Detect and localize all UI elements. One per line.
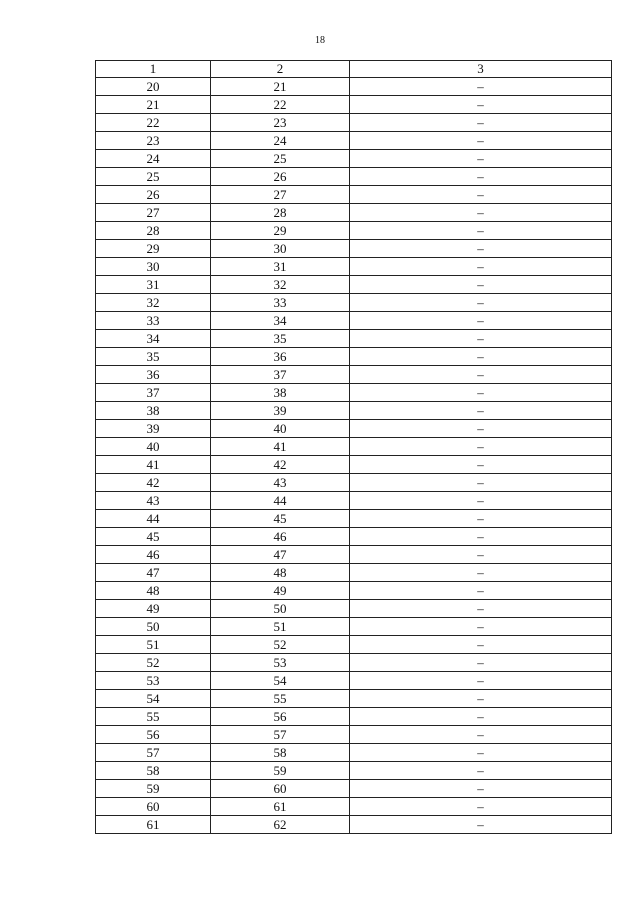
table-cell-col-1: 20 [96, 78, 211, 96]
table-row [96, 186, 612, 204]
table-cell-col-2: 29 [211, 222, 350, 240]
table-cell-col-2: 28 [211, 204, 350, 222]
table-cell-col-2: 43 [211, 474, 350, 492]
table-cell-col-2: 26 [211, 168, 350, 186]
table-row [96, 708, 612, 726]
table-cell-col-3: – [350, 402, 612, 420]
table-row [96, 348, 612, 366]
table-cell-col-3: – [350, 438, 612, 456]
table-row [96, 420, 612, 438]
table-cell-col-2: 45 [211, 510, 350, 528]
table-row [96, 132, 612, 150]
table-cell-col-2: 54 [211, 672, 350, 690]
table-cell-col-1: 54 [96, 690, 211, 708]
table-cell-col-3: – [350, 420, 612, 438]
table-row [96, 474, 612, 492]
table-row [96, 330, 612, 348]
table-cell-col-2: 48 [211, 564, 350, 582]
table-cell-col-2: 34 [211, 312, 350, 330]
table-cell-col-3: – [350, 618, 612, 636]
table-cell-col-1: 29 [96, 240, 211, 258]
table-cell-col-2: 33 [211, 294, 350, 312]
table-cell-col-1: 24 [96, 150, 211, 168]
table-cell-col-2: 23 [211, 114, 350, 132]
table-cell-col-1: 47 [96, 564, 211, 582]
table-row [96, 600, 612, 618]
table-cell-col-2: 32 [211, 276, 350, 294]
table-cell-col-3: – [350, 510, 612, 528]
table-cell-col-2: 44 [211, 492, 350, 510]
table-cell-col-2: 60 [211, 780, 350, 798]
table-cell-col-3: – [350, 690, 612, 708]
table-row [96, 510, 612, 528]
table-cell-col-2: 24 [211, 132, 350, 150]
table-cell-col-3: – [350, 582, 612, 600]
table-cell-col-2: 59 [211, 762, 350, 780]
table-cell-col-2: 51 [211, 618, 350, 636]
table-cell-col-2: 30 [211, 240, 350, 258]
table-row [96, 816, 612, 834]
table-row [96, 402, 612, 420]
table-row [96, 762, 612, 780]
table-cell-col-1: 22 [96, 114, 211, 132]
header-cell-col-2: 2 [211, 61, 350, 78]
table-row [96, 456, 612, 474]
table-header-row [96, 61, 612, 78]
table-cell-col-2: 27 [211, 186, 350, 204]
table-cell-col-1: 38 [96, 402, 211, 420]
table-cell-col-3: – [350, 168, 612, 186]
table-cell-col-1: 34 [96, 330, 211, 348]
table-cell-col-3: – [350, 312, 612, 330]
table-cell-col-3: – [350, 276, 612, 294]
table-row [96, 492, 612, 510]
table-cell-col-3: – [350, 366, 612, 384]
table-row [96, 582, 612, 600]
table-cell-col-3: – [350, 528, 612, 546]
table-cell-col-1: 59 [96, 780, 211, 798]
table-row [96, 636, 612, 654]
table-cell-col-3: – [350, 600, 612, 618]
table-cell-col-1: 36 [96, 366, 211, 384]
table-row [96, 240, 612, 258]
table-cell-col-2: 56 [211, 708, 350, 726]
table-row [96, 204, 612, 222]
table-cell-col-1: 27 [96, 204, 211, 222]
table-body [96, 61, 612, 834]
table-row [96, 366, 612, 384]
table-cell-col-1: 56 [96, 726, 211, 744]
table-cell-col-1: 52 [96, 654, 211, 672]
table-cell-col-1: 30 [96, 258, 211, 276]
table-cell-col-3: – [350, 456, 612, 474]
table-row [96, 690, 612, 708]
table-cell-col-1: 25 [96, 168, 211, 186]
table-row [96, 528, 612, 546]
table-cell-col-2: 40 [211, 420, 350, 438]
page-number: 18 [315, 35, 325, 46]
table-cell-col-3: – [350, 816, 612, 834]
table-cell-col-2: 61 [211, 798, 350, 816]
table-cell-col-1: 33 [96, 312, 211, 330]
header-cell-col-3: 3 [350, 61, 612, 78]
table-cell-col-3: – [350, 240, 612, 258]
table-cell-col-3: – [350, 222, 612, 240]
table-row [96, 672, 612, 690]
table-cell-col-1: 57 [96, 744, 211, 762]
table-row [96, 222, 612, 240]
table-cell-col-3: – [350, 204, 612, 222]
table-cell-col-2: 49 [211, 582, 350, 600]
table-cell-col-2: 50 [211, 600, 350, 618]
table-cell-col-3: – [350, 474, 612, 492]
table-cell-col-3: – [350, 330, 612, 348]
table-cell-col-1: 26 [96, 186, 211, 204]
table-row [96, 546, 612, 564]
table-cell-col-1: 50 [96, 618, 211, 636]
table-cell-col-2: 25 [211, 150, 350, 168]
table-cell-col-3: – [350, 186, 612, 204]
table-cell-col-3: – [350, 672, 612, 690]
table-cell-col-3: – [350, 132, 612, 150]
table-cell-col-1: 28 [96, 222, 211, 240]
table-cell-col-3: – [350, 762, 612, 780]
table-row [96, 312, 612, 330]
table-cell-col-2: 35 [211, 330, 350, 348]
table-cell-col-3: – [350, 114, 612, 132]
table-row [96, 726, 612, 744]
table-cell-col-3: – [350, 384, 612, 402]
table-cell-col-2: 21 [211, 78, 350, 96]
table-row [96, 384, 612, 402]
table-row [96, 96, 612, 114]
table-cell-col-2: 38 [211, 384, 350, 402]
table-cell-col-3: – [350, 636, 612, 654]
table-row [96, 114, 612, 132]
table-cell-col-2: 42 [211, 456, 350, 474]
table-row [96, 798, 612, 816]
table-cell-col-2: 52 [211, 636, 350, 654]
table-cell-col-1: 32 [96, 294, 211, 312]
table-cell-col-3: – [350, 780, 612, 798]
table-row [96, 618, 612, 636]
table-cell-col-1: 39 [96, 420, 211, 438]
table-cell-col-1: 43 [96, 492, 211, 510]
table-cell-col-2: 62 [211, 816, 350, 834]
data-table [95, 60, 612, 834]
table-cell-col-2: 39 [211, 402, 350, 420]
table-cell-col-1: 45 [96, 528, 211, 546]
table-cell-col-2: 57 [211, 726, 350, 744]
table-cell-col-1: 55 [96, 708, 211, 726]
table-cell-col-2: 53 [211, 654, 350, 672]
table-cell-col-3: – [350, 744, 612, 762]
table-cell-col-2: 37 [211, 366, 350, 384]
table-cell-col-1: 37 [96, 384, 211, 402]
table-row [96, 438, 612, 456]
table-row [96, 744, 612, 762]
table-cell-col-3: – [350, 492, 612, 510]
table-cell-col-1: 44 [96, 510, 211, 528]
table-cell-col-1: 53 [96, 672, 211, 690]
table-row [96, 294, 612, 312]
header-cell-col-1: 1 [96, 61, 211, 78]
table-cell-col-2: 36 [211, 348, 350, 366]
table-cell-col-3: – [350, 708, 612, 726]
table-row [96, 780, 612, 798]
table-cell-col-1: 46 [96, 546, 211, 564]
table-cell-col-1: 35 [96, 348, 211, 366]
table-cell-col-3: – [350, 546, 612, 564]
table-cell-col-1: 21 [96, 96, 211, 114]
table-row [96, 168, 612, 186]
table-cell-col-1: 42 [96, 474, 211, 492]
table-row [96, 258, 612, 276]
table-cell-col-1: 51 [96, 636, 211, 654]
table-cell-col-1: 40 [96, 438, 211, 456]
table-cell-col-3: – [350, 78, 612, 96]
table-cell-col-1: 60 [96, 798, 211, 816]
table-row [96, 276, 612, 294]
table-cell-col-2: 31 [211, 258, 350, 276]
table-row [96, 654, 612, 672]
table-cell-col-3: – [350, 348, 612, 366]
table-cell-col-2: 58 [211, 744, 350, 762]
table-cell-col-3: – [350, 294, 612, 312]
table-cell-col-1: 49 [96, 600, 211, 618]
table-row [96, 564, 612, 582]
table-cell-col-3: – [350, 96, 612, 114]
table-cell-col-1: 61 [96, 816, 211, 834]
table-cell-col-2: 55 [211, 690, 350, 708]
table-cell-col-2: 22 [211, 96, 350, 114]
table-cell-col-1: 41 [96, 456, 211, 474]
table-cell-col-1: 48 [96, 582, 211, 600]
table-cell-col-1: 58 [96, 762, 211, 780]
table-row [96, 150, 612, 168]
table-cell-col-1: 23 [96, 132, 211, 150]
table-row [96, 78, 612, 96]
table-cell-col-2: 47 [211, 546, 350, 564]
table-cell-col-3: – [350, 726, 612, 744]
table-cell-col-3: – [350, 798, 612, 816]
table-cell-col-2: 41 [211, 438, 350, 456]
table-cell-col-2: 46 [211, 528, 350, 546]
table-cell-col-3: – [350, 150, 612, 168]
table-cell-col-3: – [350, 654, 612, 672]
table-cell-col-3: – [350, 564, 612, 582]
table-cell-col-3: – [350, 258, 612, 276]
table-cell-col-1: 31 [96, 276, 211, 294]
